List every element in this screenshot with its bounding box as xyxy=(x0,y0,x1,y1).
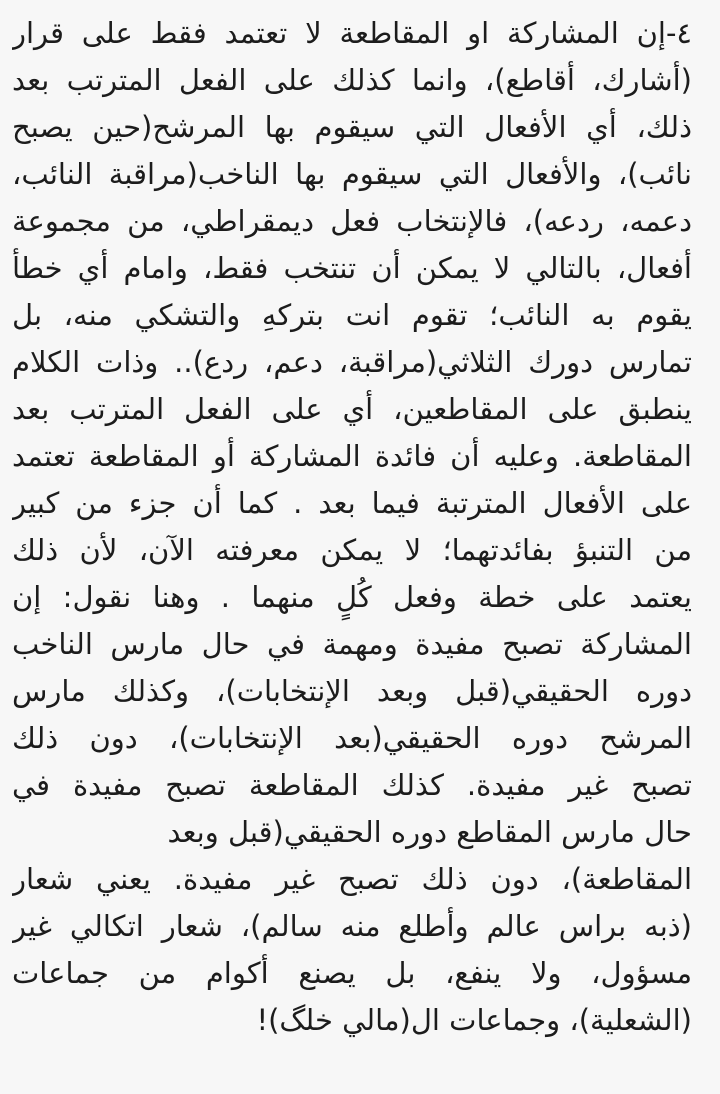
text-line: نائب)، والأفعال التي سيقوم بها الناخب(مراقبة النائب، xyxy=(12,157,692,191)
text-line: تصبح غير مفيدة. كذلك المقاطعة تصبح مفيدة في xyxy=(12,768,692,802)
text-line: دوره الحقيقي(قبل وبعد الإنتخابات)، وكذلك مارس xyxy=(12,674,692,708)
text-line: مسؤول، ولا ينفع، بل يصنع أكوام من جماعات xyxy=(12,956,692,990)
article-text xyxy=(12,10,692,1044)
text-line: المقاطعة)، دون ذلك تصبح غير مفيدة. يعني شعار xyxy=(12,862,692,896)
text-line: (ذبه براس عالم وأطلع منه سالم)، شعار اتكالي غير xyxy=(12,909,692,943)
text-line: (أشارك، أقاطع)، وانما كذلك على الفعل المترتب بعد xyxy=(12,63,692,97)
text-line: ينطبق على المقاطعين، أي على الفعل المترتب بعد xyxy=(12,392,692,426)
text-line: المشاركة تصبح مفيدة ومهمة في حال مارس الناخب xyxy=(12,627,692,661)
text-line: المرشح دوره الحقيقي(بعد الإنتخابات)، دون ذلك xyxy=(12,721,692,755)
text-line-last: (الشعلية)، وجماعات ال(مالي خلگ)! xyxy=(256,1003,692,1037)
text-line: دعمه، ردعه)، فالإنتخاب فعل ديمقراطي، من مجموعة xyxy=(12,204,692,238)
text-line: ٤-إن المشاركة او المقاطعة لا تعتمد فقط على قرار xyxy=(12,16,692,50)
text-line: من التنبؤ بفائدتهما؛ لا يمكن معرفته الآن، لأن ذلك xyxy=(12,533,692,567)
text-line: أفعال، بالتالي لا يمكن أن تنتخب فقط، وامام أي خطأ xyxy=(12,251,692,285)
text-line: يقوم به النائب؛ تقوم انت بتركهِ والتشكي منه، بل xyxy=(12,298,692,332)
text-line: المقاطعة. وعليه أن فائدة المشاركة أو المقاطعة تعتمد xyxy=(12,439,692,473)
text-line: ذلك، أي الأفعال التي سيقوم بها المرشح(حين يصبح xyxy=(12,110,692,144)
text-line: يعتمد على خطة وفعل كُلٍ منهما . وهنا نقول: إن xyxy=(12,580,692,614)
text-line: على الأفعال المترتبة فيما بعد . كما أن جزء من كبير xyxy=(12,486,692,520)
text-line: حال مارس المقاطع دوره الحقيقي(قبل وبعد xyxy=(167,815,692,849)
text-line: تمارس دورك الثلاثي(مراقبة، دعم، ردع).. وذات الكلام xyxy=(12,345,692,379)
